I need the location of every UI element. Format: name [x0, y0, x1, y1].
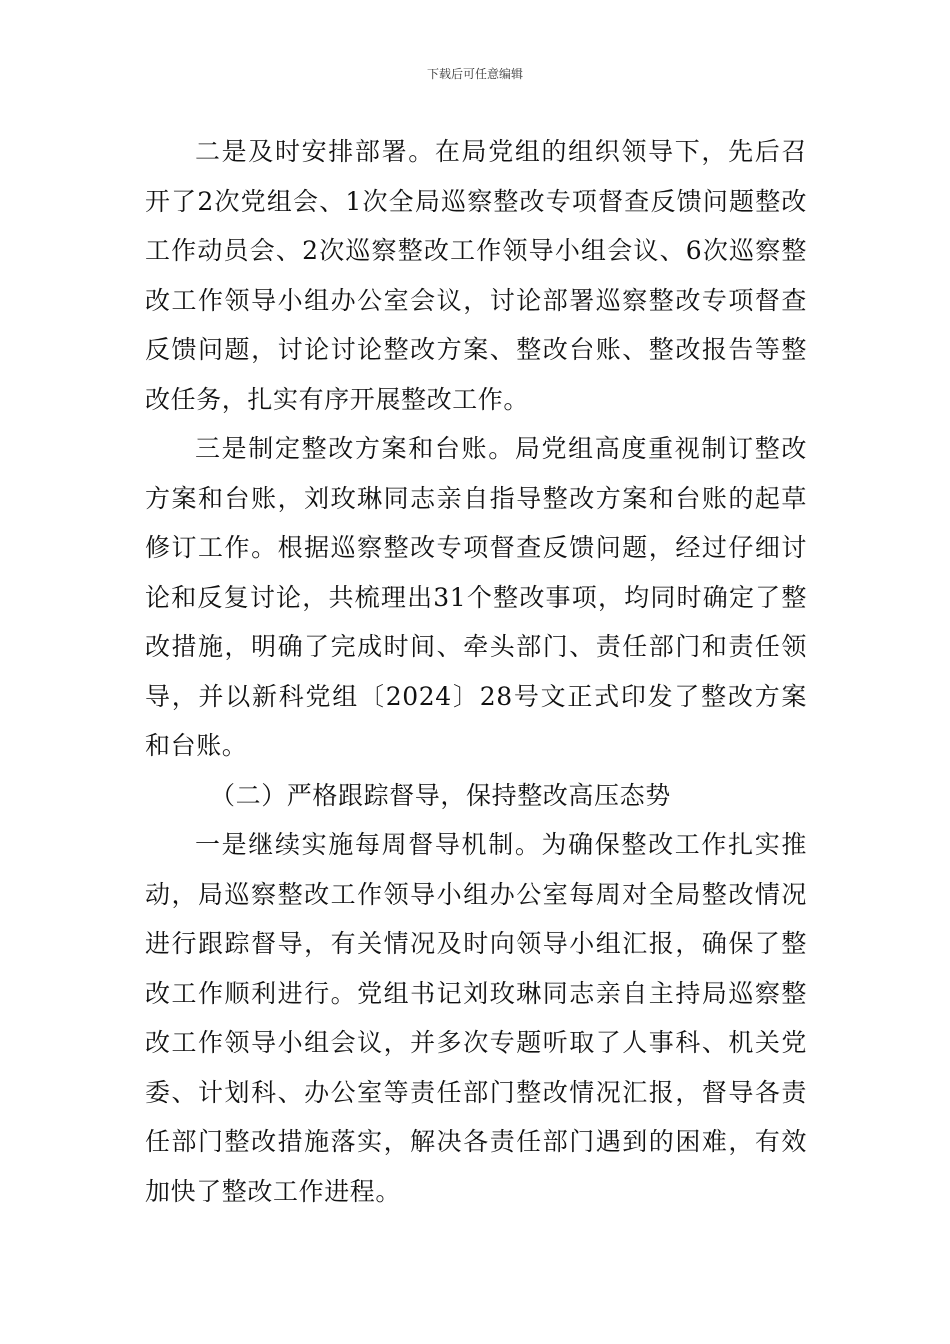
- page-header-note: 下载后可任意编辑: [426, 67, 523, 81]
- paragraph-weekly-supervision: 一是继续实施每周督导机制。为确保整改工作扎实推动，局巡察整改工作领导小组办公室每周对全局整改情况进行跟踪督导，有关情况及时向领导小组汇报，确保了整改工作顺利进行。党组书记刘玫琳同志亲自主持局巡察整改工作领导小组会议，并多次专题听取了人事科、机关党委、计划科、办公室等责任部门整改情况汇报，督导各责任部门整改措施落实，解决各责任部门遇到的困难，有效加快了整改工作进程。: [145, 830, 807, 1206]
- document-body: [145, 127, 807, 1216]
- section-heading-supervision: （二）严格跟踪督导，保持整改高压态势: [210, 780, 671, 810]
- paragraph-rectification-plan: 三是制定整改方案和台账。局党组高度重视制订整改方案和台账，刘玫琳同志亲自指导整改方案和台账的起草修订工作。根据巡察整改专项督查反馈问题，经过仔细讨论和反复讨论，共梳理出31个整改事项，均同时确定了整改措施，明确了完成时间、牵头部门、责任部门和责任领导，并以新科党组〔2024〕28号文正式印发了整改方案和台账。: [145, 434, 807, 760]
- paragraph-deployment: 二是及时安排部署。在局党组的组织领导下，先后召开了2次党组会、1次全局巡察整改专项督查反馈问题整改工作动员会、2次巡察整改工作领导小组会议、6次巡察整改工作领导小组办公室会议，讨论部署巡察整改专项督查反馈问题，讨论讨论整改方案、整改台账、整改报告等整改任务，扎实有序开展整改工作。: [145, 137, 807, 414]
